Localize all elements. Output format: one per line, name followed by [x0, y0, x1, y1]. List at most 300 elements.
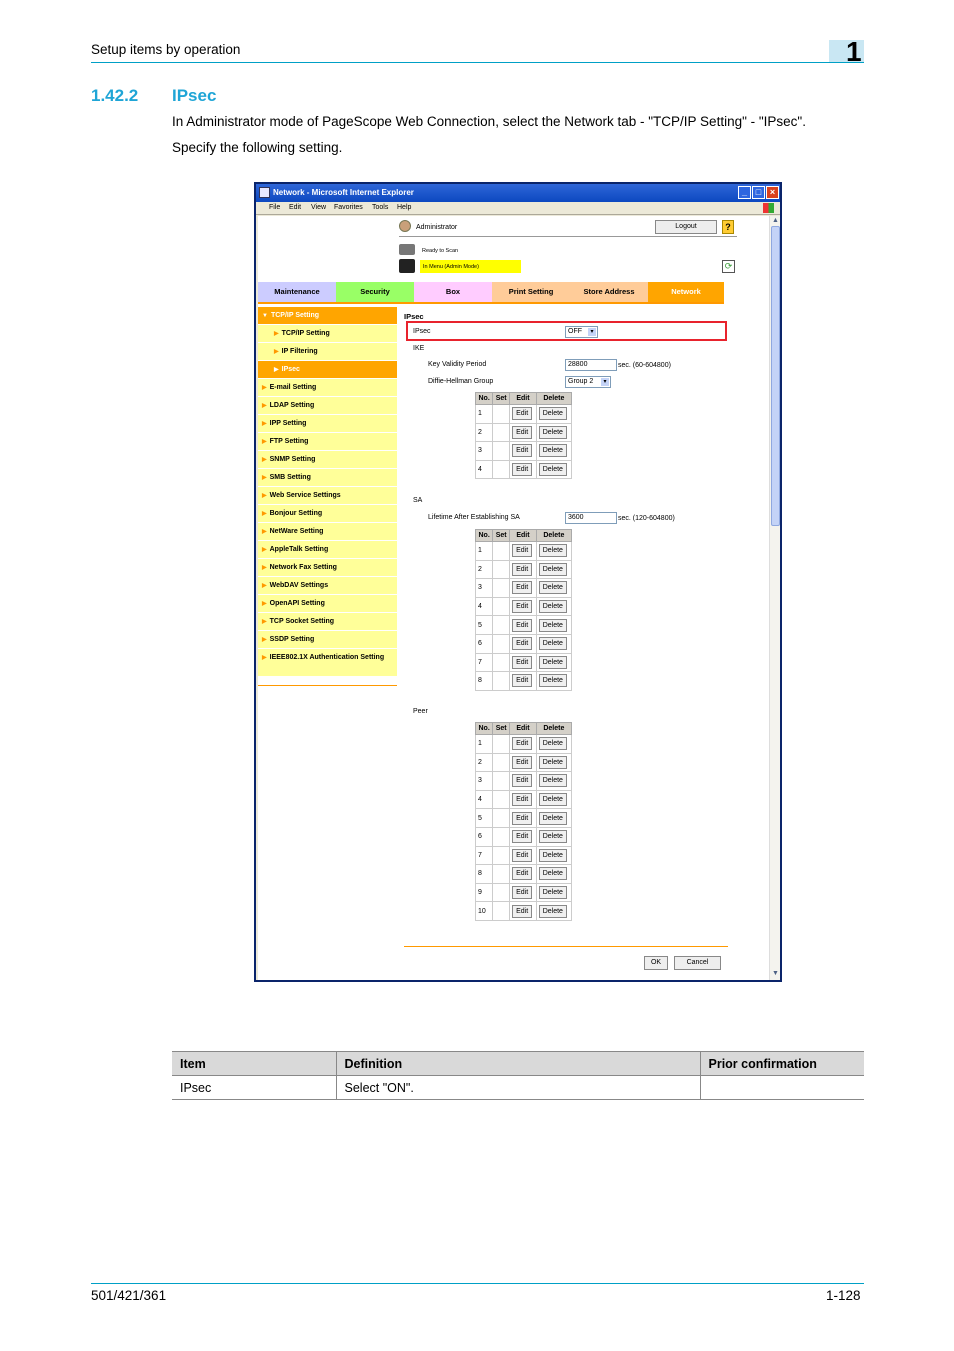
column-header: Set — [493, 530, 510, 542]
set-cell — [493, 460, 510, 479]
edit-cell — [510, 735, 537, 754]
delete-button[interactable]: Delete — [539, 619, 567, 632]
sidebar-item[interactable] — [258, 415, 397, 433]
row-number: 5 — [476, 809, 493, 828]
set-cell — [493, 597, 510, 616]
edit-button[interactable]: Edit — [512, 674, 532, 687]
edit-button[interactable]: Edit — [512, 600, 532, 613]
delete-button[interactable]: Delete — [539, 656, 567, 669]
refresh-icon[interactable]: ⟳ — [722, 260, 735, 273]
delete-button[interactable]: Delete — [539, 544, 567, 557]
column-header: Edit — [510, 723, 537, 735]
sidebar-item-label: TCP/IP Setting — [281, 330, 330, 337]
column-header: No. — [476, 723, 493, 735]
key-validity-label: Key Validity Period — [428, 361, 487, 368]
set-cell — [493, 653, 510, 672]
column-header: Definition — [336, 1052, 700, 1076]
row-number: 8 — [476, 865, 493, 884]
nav-arrow-icon: ▶ — [262, 439, 267, 445]
table-row — [476, 827, 572, 846]
edit-button[interactable]: Edit — [512, 619, 532, 632]
row-number: 6 — [476, 634, 493, 653]
edit-button[interactable]: Edit — [512, 905, 532, 918]
set-cell — [493, 753, 510, 772]
sidebar-item-label: IPP Setting — [269, 420, 307, 427]
tab-box[interactable]: Box — [414, 282, 492, 302]
delete-cell — [536, 672, 571, 691]
row-number: 2 — [476, 423, 493, 442]
row-number: 2 — [476, 560, 493, 579]
peer-table — [475, 722, 572, 921]
ike-table — [475, 392, 572, 479]
delete-cell — [536, 405, 571, 424]
sidebar-item-label: LDAP Setting — [269, 402, 315, 409]
nav-arrow-icon: ▶ — [262, 511, 267, 517]
edit-cell — [510, 653, 537, 672]
nav-arrow-icon: ▶ — [274, 367, 279, 373]
footer-model: 501/421/361 — [91, 1288, 167, 1303]
set-cell — [493, 735, 510, 754]
delete-button[interactable]: Delete — [539, 905, 567, 918]
ike-label: IKE — [413, 345, 425, 352]
delete-button[interactable]: Delete — [539, 600, 567, 613]
column-header: Delete — [536, 530, 571, 542]
set-cell — [493, 579, 510, 598]
row-number: 9 — [476, 883, 493, 902]
key-validity-unit: sec. (60-604800) — [618, 362, 671, 369]
sidebar-item-label: IPsec — [281, 366, 300, 373]
sa-label: SA — [413, 497, 423, 504]
column-header: Edit — [510, 393, 537, 405]
table-cell: Select "ON". — [336, 1076, 700, 1100]
sidebar-item[interactable] — [258, 649, 397, 677]
menu-file[interactable]: File — [269, 204, 281, 211]
vertical-scrollbar[interactable] — [769, 216, 780, 980]
row-number: 1 — [476, 735, 493, 754]
header-rule — [91, 62, 864, 63]
nav-arrow-icon: ▶ — [262, 547, 267, 553]
lifetime-label: Lifetime After Establishing SA — [428, 514, 520, 521]
nav-arrow-icon: ▼ — [262, 313, 268, 319]
edit-cell — [510, 846, 537, 865]
menu-bar — [256, 202, 780, 215]
nav-arrow-icon: ▶ — [262, 655, 267, 661]
edit-cell — [510, 883, 537, 902]
delete-button[interactable]: Delete — [539, 444, 567, 457]
delete-button[interactable]: Delete — [539, 756, 567, 769]
sidebar-item-label: NetWare Setting — [269, 528, 324, 535]
column-header: Set — [493, 393, 510, 405]
section-number: 1.42.2 — [91, 86, 139, 105]
row-number: 1 — [476, 542, 493, 561]
menu-view[interactable]: View — [311, 204, 327, 211]
table-row — [476, 597, 572, 616]
menu-favorites[interactable]: Favorites — [334, 204, 363, 211]
row-number: 4 — [476, 460, 493, 479]
table-row — [476, 902, 572, 921]
sidebar-item-label: OpenAPI Setting — [269, 600, 325, 607]
table-row — [476, 735, 572, 754]
row-number: 10 — [476, 902, 493, 921]
nav-arrow-icon: ▶ — [262, 421, 267, 427]
windows-flag-icon — [763, 203, 774, 213]
intro-paragraph: In Administrator mode of PageScope Web Connection, select the Network tab - "TCP/IP Setting" - "IPsec". — [172, 114, 806, 129]
edit-button[interactable]: Edit — [512, 886, 532, 899]
sidebar-item[interactable] — [258, 325, 397, 343]
set-cell — [493, 827, 510, 846]
edit-button[interactable]: Edit — [512, 812, 532, 825]
delete-button[interactable]: Delete — [539, 737, 567, 750]
key-validity-input[interactable]: 28800 — [565, 359, 617, 371]
delete-cell — [536, 634, 571, 653]
edit-cell — [510, 423, 537, 442]
admin-label: Administrator — [416, 224, 458, 231]
delete-button[interactable]: Delete — [539, 849, 567, 862]
delete-cell — [536, 735, 571, 754]
edit-button[interactable]: Edit — [512, 444, 532, 457]
table-header-row — [476, 393, 572, 405]
delete-cell — [536, 579, 571, 598]
menu-help[interactable]: Help — [397, 204, 412, 211]
scroll-thumb[interactable] — [771, 226, 780, 526]
edit-button[interactable]: Edit — [512, 637, 532, 650]
edit-cell — [510, 865, 537, 884]
sidebar-item[interactable] — [258, 469, 397, 487]
delete-cell — [536, 597, 571, 616]
edit-button[interactable]: Edit — [512, 581, 532, 594]
nav-arrow-icon: ▶ — [262, 637, 267, 643]
row-number: 4 — [476, 790, 493, 809]
sidebar-item-label: TCP Socket Setting — [269, 618, 335, 625]
delete-cell — [536, 616, 571, 635]
sidebar-item[interactable] — [258, 541, 397, 559]
ipsec-select-value: OFF — [568, 328, 582, 335]
sidebar-item-label: IEEE802.1X Authentication Setting — [269, 654, 385, 661]
sidebar-item[interactable] — [258, 379, 397, 397]
column-header: Prior confirmation — [700, 1052, 864, 1076]
delete-cell — [536, 442, 571, 461]
column-header: No. — [476, 530, 493, 542]
edit-cell — [510, 634, 537, 653]
row-number: 3 — [476, 442, 493, 461]
help-icon[interactable]: ? — [722, 220, 734, 234]
delete-cell — [536, 790, 571, 809]
nav-arrow-icon: ▶ — [262, 583, 267, 589]
delete-button[interactable]: Delete — [539, 812, 567, 825]
delete-button[interactable]: Delete — [539, 407, 567, 420]
content-heading: IPsec — [404, 312, 424, 321]
nav-arrow-icon: ▶ — [274, 349, 279, 355]
nav-arrow-icon: ▶ — [262, 493, 267, 499]
page-viewport — [258, 216, 769, 980]
tab-print-setting[interactable]: Print Setting — [492, 282, 570, 302]
table-header-row — [476, 723, 572, 735]
table-row — [476, 883, 572, 902]
delete-cell — [536, 560, 571, 579]
window-title: Network - Microsoft Internet Explorer — [273, 188, 414, 197]
edit-button[interactable]: Edit — [512, 563, 532, 576]
delete-cell — [536, 902, 571, 921]
edit-cell — [510, 827, 537, 846]
nav-arrow-icon: ▶ — [274, 331, 279, 337]
edit-button[interactable]: Edit — [512, 830, 532, 843]
menu-tools[interactable]: Tools — [372, 204, 389, 211]
table-header-row — [476, 530, 572, 542]
sidebar-item[interactable] — [258, 397, 397, 415]
ipsec-label: IPsec — [413, 328, 431, 335]
chevron-down-icon: ▾ — [588, 328, 596, 336]
delete-cell — [536, 809, 571, 828]
set-cell — [493, 846, 510, 865]
row-number: 6 — [476, 827, 493, 846]
sidebar-item[interactable] — [258, 613, 397, 631]
delete-cell — [536, 846, 571, 865]
admin-icon — [399, 220, 411, 232]
edit-cell — [510, 772, 537, 791]
sidebar-item[interactable] — [258, 433, 397, 451]
sidebar-item-label: Web Service Settings — [269, 492, 341, 499]
edit-button[interactable]: Edit — [512, 849, 532, 862]
sidebar-item-label: IP Filtering — [281, 348, 318, 355]
edit-cell — [510, 460, 537, 479]
sidebar-item[interactable] — [258, 307, 397, 325]
chevron-down-icon: ▾ — [601, 378, 609, 386]
table-cell — [700, 1076, 864, 1100]
table-row — [476, 442, 572, 461]
chapter-number: 1 — [846, 36, 862, 67]
edit-cell — [510, 442, 537, 461]
delete-cell — [536, 865, 571, 884]
table-row — [476, 560, 572, 579]
row-number: 8 — [476, 672, 493, 691]
nav-arrow-icon: ▶ — [262, 457, 267, 463]
table-row — [476, 672, 572, 691]
table-header-row — [172, 1052, 864, 1076]
window-titlebar — [256, 184, 780, 202]
edit-cell — [510, 809, 537, 828]
table-row — [476, 790, 572, 809]
delete-button[interactable]: Delete — [539, 637, 567, 650]
set-cell — [493, 405, 510, 424]
admin-divider — [399, 236, 737, 237]
table-row — [476, 579, 572, 598]
edit-button[interactable]: Edit — [512, 793, 532, 806]
edit-button[interactable]: Edit — [512, 463, 532, 476]
delete-button[interactable]: Delete — [539, 886, 567, 899]
sidebar-item-label: FTP Setting — [269, 438, 309, 445]
delete-button[interactable]: Delete — [539, 463, 567, 476]
footer-rule — [91, 1283, 864, 1284]
sidebar-item-label: AppleTalk Setting — [269, 546, 329, 553]
ipsec-select[interactable] — [565, 326, 598, 338]
edit-button[interactable]: Edit — [512, 426, 532, 439]
definition-table — [172, 1051, 864, 1100]
set-cell — [493, 809, 510, 828]
set-cell — [493, 772, 510, 791]
delete-button[interactable]: Delete — [539, 830, 567, 843]
nav-arrow-icon: ▶ — [262, 475, 267, 481]
delete-cell — [536, 460, 571, 479]
nav-arrow-icon: ▶ — [262, 619, 267, 625]
set-cell — [493, 902, 510, 921]
delete-cell — [536, 542, 571, 561]
ie-icon — [259, 187, 270, 198]
nav-arrow-icon: ▶ — [262, 601, 267, 607]
sidebar-item[interactable] — [258, 343, 397, 361]
sidebar-item[interactable] — [258, 361, 397, 379]
sidebar-item[interactable] — [258, 631, 397, 649]
tab-security[interactable]: Security — [336, 282, 414, 302]
table-row — [476, 423, 572, 442]
edit-cell — [510, 405, 537, 424]
intro-paragraph: Specify the following setting. — [172, 140, 343, 155]
column-header: No. — [476, 393, 493, 405]
status-mode: In Menu (Admin Mode) — [423, 264, 479, 270]
scroll-up-icon[interactable]: ▲ — [772, 217, 779, 224]
delete-button[interactable]: Delete — [539, 774, 567, 787]
row-number: 7 — [476, 653, 493, 672]
printer-icon — [399, 244, 415, 255]
tab-network[interactable]: Network — [648, 282, 724, 302]
set-cell — [493, 672, 510, 691]
edit-cell — [510, 790, 537, 809]
table-row — [476, 542, 572, 561]
delete-cell — [536, 753, 571, 772]
scroll-down-icon[interactable]: ▼ — [772, 970, 779, 977]
row-number: 2 — [476, 753, 493, 772]
lifetime-input[interactable]: 3600 — [565, 512, 617, 524]
close-icon[interactable]: × — [766, 186, 779, 199]
row-number: 1 — [476, 405, 493, 424]
set-cell — [493, 560, 510, 579]
sidebar-item[interactable] — [258, 451, 397, 469]
edit-button[interactable]: Edit — [512, 544, 532, 557]
table-row — [476, 405, 572, 424]
sa-table — [475, 529, 572, 691]
table-row — [476, 846, 572, 865]
column-header: Item — [172, 1052, 336, 1076]
cancel-button[interactable]: Cancel — [674, 956, 721, 970]
tab-store-address[interactable]: Store Address — [570, 282, 648, 302]
set-cell — [493, 865, 510, 884]
peer-label: Peer — [413, 708, 428, 715]
edit-cell — [510, 579, 537, 598]
set-cell — [493, 883, 510, 902]
edit-button[interactable]: Edit — [512, 774, 532, 787]
column-header: Delete — [536, 723, 571, 735]
edit-cell — [510, 597, 537, 616]
menu-edit[interactable]: Edit — [289, 204, 302, 211]
nav-arrow-icon: ▶ — [262, 403, 267, 409]
edit-button[interactable]: Edit — [512, 407, 532, 420]
sidebar-item[interactable] — [258, 487, 397, 505]
status-ready: Ready to Scan — [422, 248, 459, 254]
sidebar-item[interactable] — [258, 523, 397, 541]
browser-window — [254, 182, 782, 982]
sidebar-item[interactable] — [258, 595, 397, 613]
column-header: Delete — [536, 393, 571, 405]
edit-cell — [510, 672, 537, 691]
delete-button[interactable]: Delete — [539, 581, 567, 594]
sidebar-item-label: SMB Setting — [269, 474, 311, 481]
row-number: 3 — [476, 772, 493, 791]
sidebar-item[interactable] — [258, 505, 397, 523]
set-cell — [493, 542, 510, 561]
set-cell — [493, 790, 510, 809]
sidebar-item-label: Network Fax Setting — [269, 564, 337, 571]
dh-group-label: Diffie-Hellman Group — [428, 378, 494, 385]
delete-button[interactable]: Delete — [539, 563, 567, 576]
dh-group-value: Group 2 — [568, 378, 594, 385]
edit-cell — [510, 542, 537, 561]
edit-cell — [510, 616, 537, 635]
ok-button[interactable]: OK — [644, 956, 668, 970]
section-title: IPsec — [172, 86, 217, 105]
delete-cell — [536, 653, 571, 672]
sidebar-item-label: SNMP Setting — [269, 456, 316, 463]
edit-cell — [510, 902, 537, 921]
delete-button[interactable]: Delete — [539, 674, 567, 687]
delete-cell — [536, 423, 571, 442]
dh-group-select[interactable] — [565, 376, 611, 388]
delete-button[interactable]: Delete — [539, 867, 567, 880]
tab-maintenance[interactable]: Maintenance — [258, 282, 336, 302]
sidebar-item[interactable] — [258, 559, 397, 577]
set-cell — [493, 616, 510, 635]
column-header: Set — [493, 723, 510, 735]
footer-page-number: 1-128 — [826, 1288, 861, 1303]
edit-button[interactable]: Edit — [512, 656, 532, 669]
table-row — [476, 809, 572, 828]
table-row — [476, 653, 572, 672]
sidebar-item-label: Bonjour Setting — [269, 510, 323, 517]
running-header: Setup items by operation — [91, 42, 241, 57]
tab-underline — [258, 302, 724, 304]
edit-button[interactable]: Edit — [512, 756, 532, 769]
table-row — [476, 753, 572, 772]
sidebar-item-label: E-mail Setting — [269, 384, 317, 391]
nav-arrow-icon: ▶ — [262, 529, 267, 535]
delete-cell — [536, 883, 571, 902]
maximize-icon[interactable]: □ — [752, 186, 765, 199]
edit-button[interactable]: Edit — [512, 867, 532, 880]
delete-cell — [536, 772, 571, 791]
sidebar-item[interactable] — [258, 577, 397, 595]
row-number: 3 — [476, 579, 493, 598]
table-row — [476, 460, 572, 479]
table-row — [172, 1076, 864, 1100]
edit-cell — [510, 560, 537, 579]
set-cell — [493, 423, 510, 442]
delete-button[interactable]: Delete — [539, 793, 567, 806]
minimize-icon[interactable]: _ — [738, 186, 751, 199]
edit-button[interactable]: Edit — [512, 737, 532, 750]
delete-button[interactable]: Delete — [539, 426, 567, 439]
sidebar-item-label: SSDP Setting — [269, 636, 315, 643]
row-number: 4 — [476, 597, 493, 616]
delete-cell — [536, 827, 571, 846]
nav-arrow-icon: ▶ — [262, 385, 267, 391]
lifetime-unit: sec. (120-604800) — [618, 515, 675, 522]
table-row — [476, 634, 572, 653]
logout-button[interactable]: Logout — [655, 220, 717, 234]
table-row — [476, 616, 572, 635]
row-number: 7 — [476, 846, 493, 865]
nav-arrow-icon: ▶ — [262, 565, 267, 571]
row-number: 5 — [476, 616, 493, 635]
form-bottom-rule — [404, 946, 728, 947]
sidebar-item-label: WebDAV Settings — [269, 582, 329, 589]
